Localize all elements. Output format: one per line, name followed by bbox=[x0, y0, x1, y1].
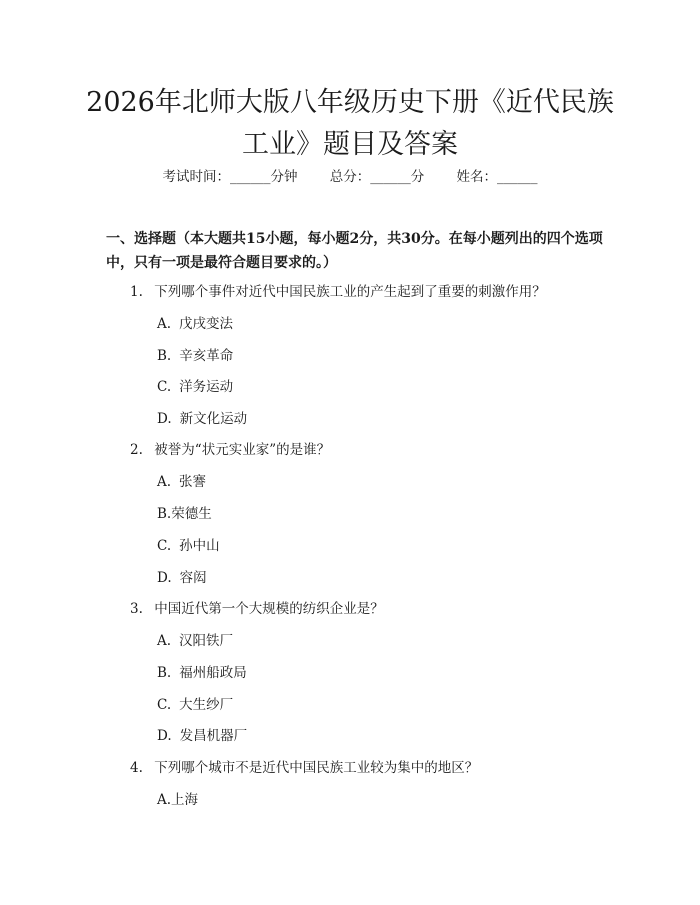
option-letter: A. bbox=[157, 633, 172, 649]
question-3-option-c bbox=[157, 695, 233, 715]
question-3-option-a bbox=[157, 631, 233, 651]
question-4-option-a bbox=[157, 790, 198, 810]
option-letter: A. bbox=[157, 316, 172, 332]
question-number: 3. bbox=[130, 601, 143, 617]
option-letter: C. bbox=[157, 697, 172, 713]
question-3 bbox=[130, 599, 384, 619]
question-1-option-a bbox=[157, 314, 233, 334]
option-text: 孙中山 bbox=[179, 538, 220, 554]
option-text: 汉阳铁厂 bbox=[179, 633, 234, 649]
exam-info bbox=[0, 167, 700, 187]
question-2-option-b bbox=[157, 504, 212, 524]
title-line-2: 工业》题目及答案 bbox=[242, 129, 458, 160]
question-text: 下列哪个事件对近代中国民族工业的产生起到了重要的刺激作用？ bbox=[154, 284, 546, 300]
question-1 bbox=[130, 282, 546, 302]
option-letter: B. bbox=[157, 506, 172, 522]
question-number: 1. bbox=[130, 284, 143, 300]
question-number: 2. bbox=[130, 442, 143, 458]
question-2-option-c bbox=[157, 536, 220, 556]
name-field: 姓名：______ bbox=[456, 169, 538, 185]
question-text: 下列哪个城市不是近代中国民族工业较为集中的地区？ bbox=[154, 760, 479, 776]
option-text: 张謇 bbox=[179, 474, 207, 490]
option-text: 辛亥革命 bbox=[179, 348, 234, 364]
question-number: 4. bbox=[130, 760, 143, 776]
option-text: 洋务运动 bbox=[179, 379, 234, 395]
option-text: 新文化运动 bbox=[179, 411, 248, 427]
option-letter: B. bbox=[157, 348, 172, 364]
question-2-option-a bbox=[157, 472, 206, 492]
section-header: 一、选择题（本大题共15小题，每小题2分，共30分。在每小题列出的四个选项中，只有一项是最符合题目要求的。） bbox=[106, 231, 603, 271]
question-1-option-d bbox=[157, 409, 247, 429]
option-letter: A. bbox=[157, 474, 172, 490]
option-text: 福州船政局 bbox=[179, 665, 247, 681]
option-letter: D. bbox=[157, 728, 172, 744]
option-text: 容闳 bbox=[179, 570, 207, 586]
question-1-option-c bbox=[157, 377, 233, 397]
total-score-field: 总分：______分 bbox=[329, 169, 425, 185]
option-text: 大生纱厂 bbox=[179, 697, 234, 713]
question-text: 中国近代第一个大规模的纺织企业是？ bbox=[154, 601, 384, 617]
document-title bbox=[60, 82, 640, 166]
question-3-option-b bbox=[157, 663, 247, 683]
question-3-option-d bbox=[157, 726, 247, 746]
question-text: 被誉为“状元实业家”的是谁？ bbox=[154, 442, 331, 458]
option-letter: D. bbox=[157, 411, 172, 427]
option-letter: C. bbox=[157, 538, 172, 554]
title-line-1: 2026年北师大版八年级历史下册《近代民族 bbox=[86, 87, 614, 118]
option-text: 戊戌变法 bbox=[179, 316, 234, 332]
question-1-option-b bbox=[157, 346, 233, 366]
option-letter: A. bbox=[157, 792, 172, 808]
option-text: 发昌机器厂 bbox=[179, 728, 248, 744]
question-4 bbox=[130, 758, 478, 778]
option-letter: B. bbox=[157, 665, 172, 681]
exam-time-field: 考试时间：______分钟 bbox=[162, 169, 298, 185]
option-letter: C. bbox=[157, 379, 172, 395]
question-2-option-d bbox=[157, 568, 207, 588]
option-text: 上海 bbox=[171, 792, 199, 808]
option-letter: D. bbox=[157, 570, 172, 586]
question-2 bbox=[130, 440, 330, 460]
option-text: 荣德生 bbox=[171, 506, 212, 522]
